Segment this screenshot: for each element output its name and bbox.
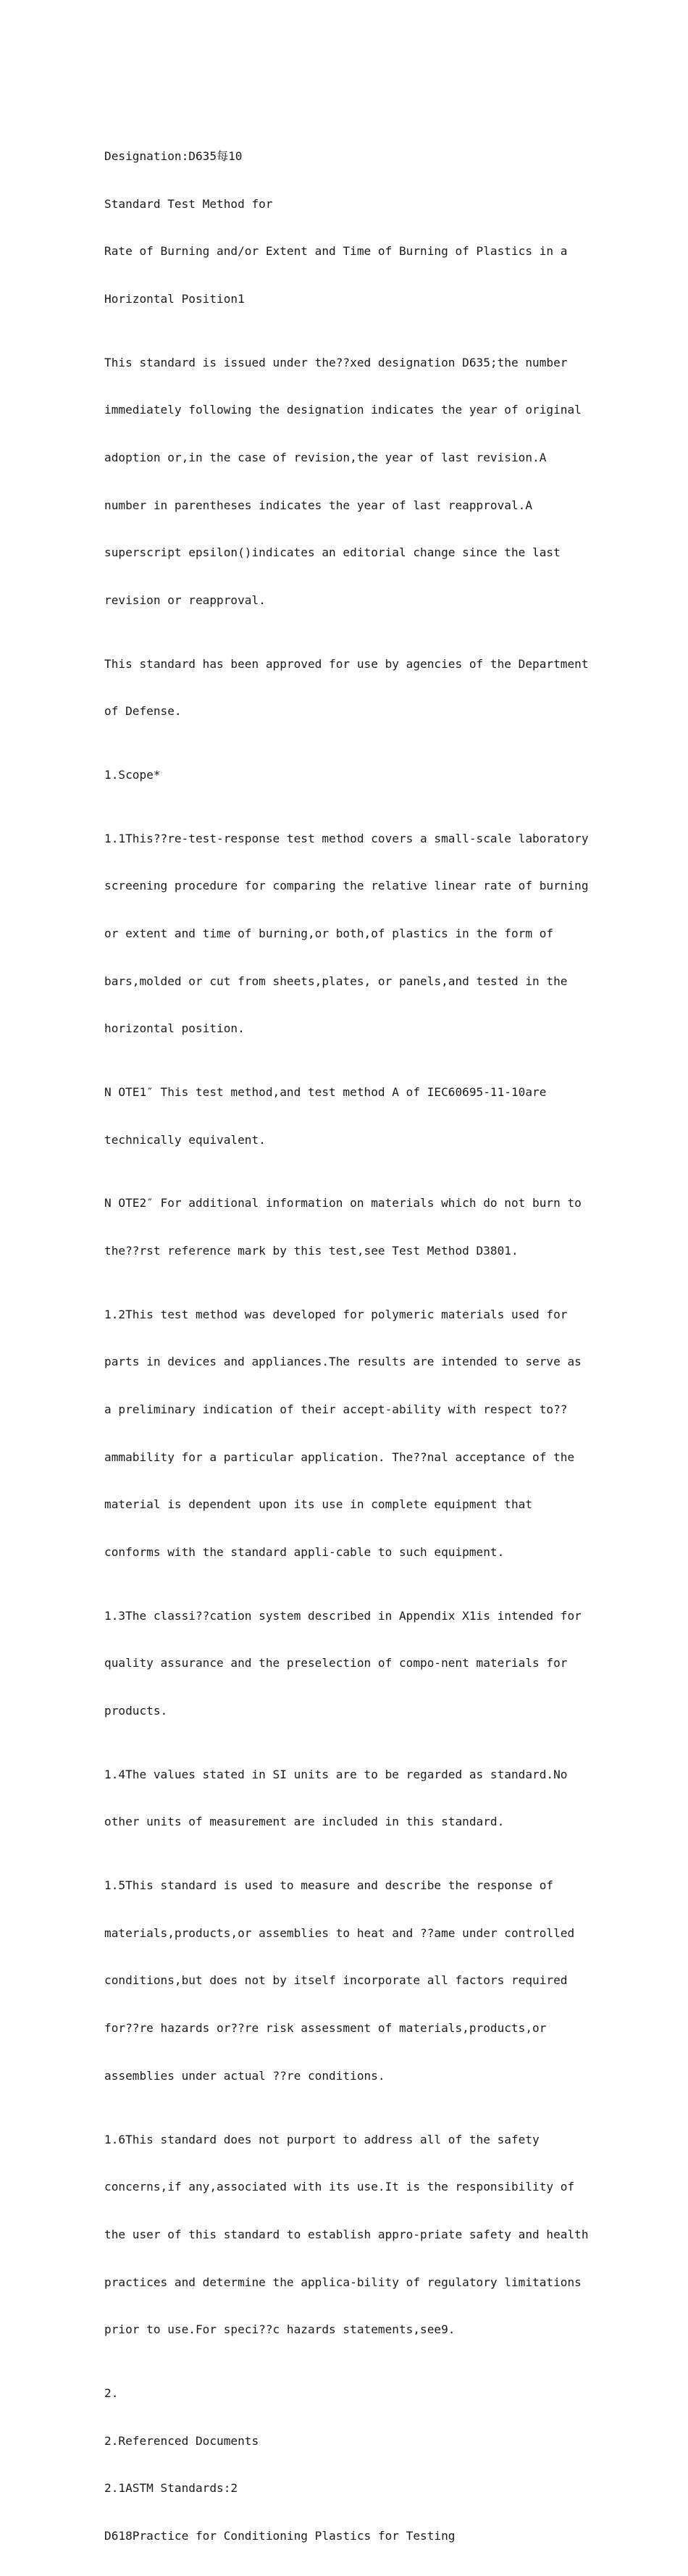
section-1-2-line: a preliminary indication of their accept-ability with respect to?? (104, 1402, 568, 1417)
intro-paragraph-1-line: adoption or,in the case of revision,the year of last revision.A (104, 450, 547, 464)
intro-paragraph-1-line: superscript epsilon()indicates an editorial change since the last (104, 545, 561, 560)
section-1-5-line: conditions,but does not by itself incorporate all factors required (104, 1973, 568, 1988)
intro-paragraph-1-line: This standard is issued under the??xed designation D635;the number (104, 355, 568, 369)
section-1-2-line: 1.2This test method was developed for polymeric materials used for (104, 1307, 568, 1321)
title-line-1: Standard Test Method for (104, 196, 273, 211)
note-1-line: N OTE1″ This test method,and test method A of IEC60695-11-10are (104, 1085, 547, 1099)
section-1-2-line: parts in devices and appliances.The results are intended to serve as (104, 1355, 582, 1369)
section-1-2-line: ammability for a particular application. The??nal acceptance of the (104, 1450, 575, 1464)
section-1-1-line: screening procedure for comparing the relative linear rate of burning (104, 879, 589, 893)
section-1-6-line: practices and determine the applica-bility of regulatory limitations (104, 2275, 582, 2289)
designation: Designation:D635每10 (104, 149, 243, 163)
section-1-4-line: 1.4The values stated in SI units are to be regarded as standard.No (104, 1767, 568, 1781)
section-1-3-line: quality assurance and the preselection of compo-nent materials for (104, 1656, 568, 1670)
intro-paragraph-1-line: revision or reapproval. (104, 593, 266, 608)
section-1-3-line: products. (104, 1704, 168, 1718)
section-1-4-line: other units of measurement are included in this standard. (104, 1815, 505, 1829)
section-1-2-line: conforms with the standard appli-cable to such equipment. (104, 1545, 505, 1560)
section-1-1-line: horizontal position. (104, 1021, 245, 1036)
stray-number: 2. (104, 2385, 119, 2400)
section-1-6-line: 1.6This standard does not purport to address all of the safety (104, 2132, 540, 2146)
section-1-5-line: 1.5This standard is used to measure and describe the response of (104, 1878, 554, 1893)
section-1-5-line: assemblies under actual ??re conditions. (104, 2068, 385, 2083)
note-2-line: the??rst reference mark by this test,see Test Method D3801. (104, 1244, 519, 1258)
intro-paragraph-2-line: This standard has been approved for use by agencies of the Department (104, 656, 589, 671)
section-1-heading: 1.Scope* (104, 767, 161, 782)
intro-paragraph-1-line: immediately following the designation indicates the year of original (104, 403, 582, 417)
reference-d618: D618Practice for Conditioning Plastics for Testing (104, 2529, 456, 2543)
document-body (104, 117, 597, 2576)
intro-paragraph-1-line: number in parentheses indicates the year of last reapproval.A (104, 498, 533, 512)
section-1-6-line: the user of this standard to establish appro-priate safety and health (104, 2227, 589, 2241)
title-line-2: Rate of Burning and/or Extent and Time of Burning of Plastics in a (104, 244, 568, 259)
section-1-2-line: material is dependent upon its use in complete equipment that (104, 1497, 533, 1512)
section-1-3-line: 1.3The classi??cation system described in Appendix X1is intended for (104, 1608, 582, 1623)
section-1-1-line: bars,molded or cut from sheets,plates, or panels,and tested in the (104, 974, 568, 988)
intro-paragraph-2-line: of Defense. (104, 704, 182, 719)
section-2-heading: 2.Referenced Documents (104, 2433, 259, 2448)
section-1-1-line: or extent and time of burning,or both,of plastics in the form of (104, 926, 554, 940)
section-1-1-line: 1.1This??re-test-response test method covers a small-scale laboratory (104, 831, 589, 845)
section-1-6-line: concerns,if any,associated with its use.It is the responsibility of (104, 2180, 575, 2194)
note-2-line: N OTE2″ For additional information on materials which do not burn to (104, 1196, 582, 1210)
title-line-3: Horizontal Position1 (104, 291, 245, 306)
note-1-line: technically equivalent. (104, 1132, 266, 1147)
section-1-5-line: materials,products,or assemblies to heat and ??ame under controlled (104, 1925, 575, 1940)
section-2-1: 2.1ASTM Standards:2 (104, 2481, 238, 2496)
section-1-6-line: prior to use.For speci??c hazards statements,see9. (104, 2322, 456, 2337)
section-1-5-line: for??re hazards or??re risk assessment of materials,products,or (104, 2021, 547, 2036)
